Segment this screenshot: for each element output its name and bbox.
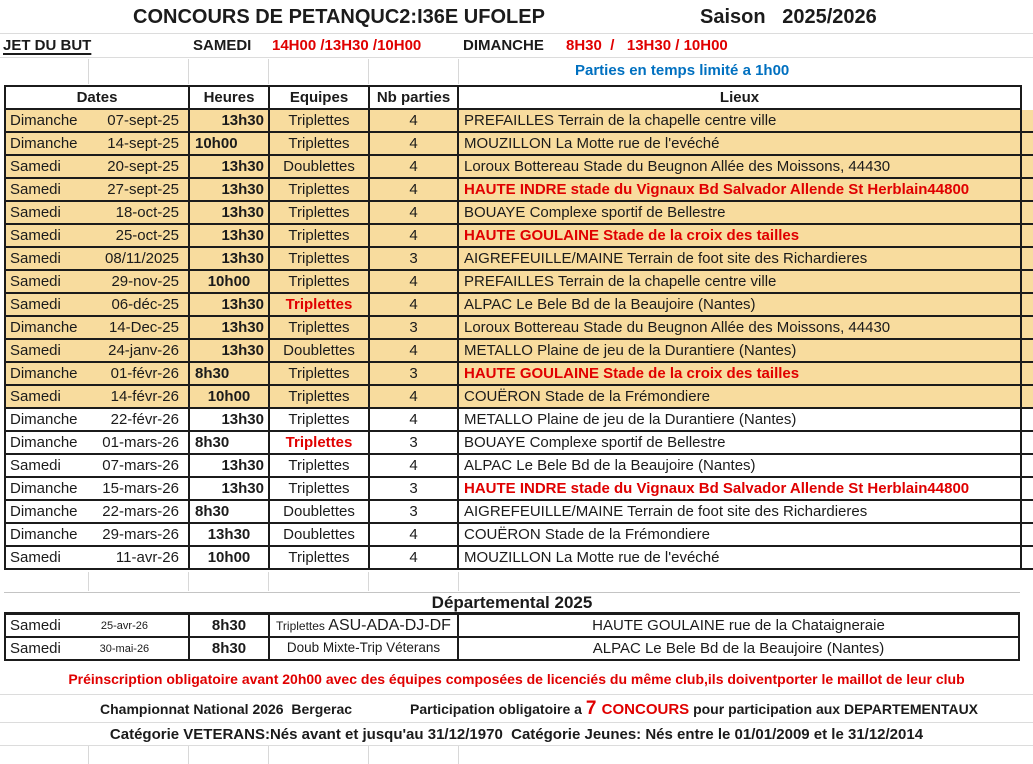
participation-suffix: pour participation aux DEPARTEMENTAUX bbox=[689, 701, 979, 717]
cell-equipes: Triplettes bbox=[270, 317, 370, 338]
cell-heures: 13h30 bbox=[190, 340, 270, 361]
date-value: 14-sept-25 bbox=[107, 135, 179, 152]
date-value: 07-sept-25 bbox=[107, 112, 179, 129]
cell-lieux: HAUTE GOULAINE Stade de la croix des tailles bbox=[464, 365, 800, 382]
participation-count: 7 bbox=[585, 698, 602, 719]
header-cell-equipes: Equipes bbox=[270, 87, 370, 108]
cell-dates bbox=[6, 409, 190, 430]
cell-equipes: Triplettes bbox=[270, 225, 370, 246]
gridline-vertical bbox=[88, 746, 89, 764]
table-row bbox=[4, 340, 1033, 363]
date-value: 25-oct-25 bbox=[115, 227, 179, 244]
cell-equipes: Triplettes bbox=[270, 179, 370, 200]
header-cell-heures: Heures bbox=[190, 87, 270, 108]
cell-dates bbox=[6, 225, 190, 246]
day-label: Samedi bbox=[10, 342, 61, 359]
table-row bbox=[4, 478, 1033, 501]
day-label: Samedi bbox=[10, 457, 61, 474]
cell-nb-parties: 4 bbox=[370, 202, 459, 223]
cell-heures: 13h30 bbox=[190, 524, 270, 545]
cell-heures: 13h30 bbox=[190, 409, 270, 430]
cell-nb-parties: 3 bbox=[370, 478, 459, 499]
cell-dates bbox=[6, 202, 190, 223]
season-label: Saison 2025/2026 bbox=[700, 6, 877, 28]
gridline-vertical bbox=[458, 59, 459, 84]
cell-equipes bbox=[270, 615, 459, 636]
day-label: Samedi bbox=[10, 181, 61, 198]
cell-nb-parties: 4 bbox=[370, 340, 459, 361]
date-value: 01-mars-26 bbox=[102, 434, 179, 451]
cell-equipes: Triplettes bbox=[270, 271, 370, 292]
cell-heures: 13h30 bbox=[190, 317, 270, 338]
day-label: Dimanche bbox=[10, 411, 78, 428]
categories-notice: Catégorie VETERANS:Nés avant et jusqu'au 31/12/1970 Catégorie Jeunes: Nés entre le 01/01/2009 et le 31/12/2014 bbox=[109, 726, 924, 743]
table-row bbox=[4, 409, 1033, 432]
cell-lieux: Loroux Bottereau Stade du Beugnon Allée des Moissons, 44430 bbox=[464, 319, 891, 336]
cell-equipes: Doublettes bbox=[270, 501, 370, 522]
preinscription-notice: Préinscription obligatoire avant 20h00 avec des équipes composées de licenciés du même club,ils doiventporter le maillot de leur club bbox=[68, 671, 965, 687]
cell-lieux: HAUTE INDRE stade du Vignaux Bd Salvador Allende St Herblain44800 bbox=[464, 181, 970, 198]
cell-heures: 13h30 bbox=[190, 294, 270, 315]
table-row bbox=[4, 547, 1033, 570]
cell-dates bbox=[6, 340, 190, 361]
cell-heures: 13h30 bbox=[190, 156, 270, 177]
table-row bbox=[4, 432, 1033, 455]
cell-heures: 13h30 bbox=[190, 225, 270, 246]
date-value: 30-mai-26 bbox=[99, 642, 150, 655]
table-row bbox=[4, 225, 1033, 248]
gridline-vertical bbox=[368, 59, 369, 84]
gridline-vertical bbox=[188, 746, 189, 764]
cell-equipes bbox=[270, 638, 459, 659]
cell-lieux: Loroux Bottereau Stade du Beugnon Allée des Moissons, 44430 bbox=[464, 158, 891, 175]
day-label: Samedi bbox=[10, 617, 61, 634]
table-row bbox=[4, 179, 1033, 202]
day-label: Dimanche bbox=[10, 526, 78, 543]
saturday-label: SAMEDI bbox=[193, 37, 252, 54]
date-value: 18-oct-25 bbox=[115, 204, 179, 221]
day-label: Dimanche bbox=[10, 319, 78, 336]
cell-dates bbox=[6, 386, 190, 407]
date-value: 29-nov-25 bbox=[111, 273, 179, 290]
cell-dates bbox=[6, 294, 190, 315]
cell-equipes: Triplettes bbox=[270, 455, 370, 476]
saturday-times: 14H00 /13H30 /10H00 bbox=[272, 37, 422, 54]
table-row bbox=[4, 455, 1033, 478]
header-cell-dates: Dates bbox=[6, 87, 190, 108]
gridline-vertical bbox=[268, 59, 269, 84]
championnat-national-label: Championnat National 2026 Bergerac bbox=[100, 701, 353, 717]
sunday-label: DIMANCHE bbox=[463, 37, 544, 54]
participation-prefix: Participation obligatoire a bbox=[410, 701, 586, 717]
gridline-vertical bbox=[188, 572, 189, 591]
cell-lieux: HAUTE GOULAINE Stade de la croix des tailles bbox=[464, 227, 800, 244]
cell-dates bbox=[6, 363, 190, 384]
gridline-horizontal bbox=[0, 33, 1033, 34]
date-value: 25-avr-26 bbox=[100, 619, 148, 632]
cell-nb-parties: 4 bbox=[370, 455, 459, 476]
date-value: 06-déc-25 bbox=[111, 296, 179, 313]
cell-heures: 8h30 bbox=[190, 638, 270, 659]
departemental-title: Départemental 2025 bbox=[4, 592, 1020, 615]
cell-equipes: Triplettes bbox=[270, 363, 370, 384]
cell-nb-parties: 4 bbox=[370, 110, 459, 131]
gridline-horizontal bbox=[0, 57, 1033, 58]
cell-nb-parties: 4 bbox=[370, 386, 459, 407]
day-label: Samedi bbox=[10, 296, 61, 313]
departemental-row bbox=[4, 615, 1020, 638]
day-label: Samedi bbox=[10, 250, 61, 267]
cell-equipes: Triplettes bbox=[270, 409, 370, 430]
day-label: Dimanche bbox=[10, 135, 78, 152]
cell-equipes: Triplettes bbox=[270, 248, 370, 269]
teams-value: Doub Mixte-Trip Véterans bbox=[286, 640, 441, 655]
date-value: 07-mars-26 bbox=[102, 457, 179, 474]
cell-lieux: ALPAC Le Bele Bd de la Beaujoire (Nantes) bbox=[464, 457, 756, 474]
table-row bbox=[4, 248, 1033, 271]
day-label: Samedi bbox=[10, 549, 61, 566]
cell-lieux: HAUTE GOULAINE rue de la Chataigneraie bbox=[592, 617, 885, 634]
participation-notice bbox=[410, 698, 978, 720]
cell-heures: 10h00 bbox=[190, 271, 270, 292]
day-label: Dimanche bbox=[10, 434, 78, 451]
day-label: Samedi bbox=[10, 273, 61, 290]
cell-nb-parties: 3 bbox=[370, 432, 459, 453]
cell-lieux: COUËRON Stade de la Frémondiere bbox=[464, 526, 710, 543]
gridline-vertical bbox=[188, 59, 189, 84]
cell-equipes: Triplettes bbox=[270, 478, 370, 499]
cell-dates bbox=[6, 501, 190, 522]
cell-lieux: COUËRON Stade de la Frémondiere bbox=[464, 388, 710, 405]
gridline-horizontal bbox=[0, 694, 1033, 695]
table-right-border bbox=[1020, 85, 1022, 570]
cell-lieux: BOUAYE Complexe sportif de Bellestre bbox=[464, 434, 726, 451]
cell-equipes: Triplettes bbox=[270, 547, 370, 568]
table-row bbox=[4, 524, 1033, 547]
cell-lieux: ALPAC Le Bele Bd de la Beaujoire (Nantes) bbox=[464, 296, 756, 313]
day-label: Dimanche bbox=[10, 112, 78, 129]
date-value: 27-sept-25 bbox=[107, 181, 179, 198]
table-header-row bbox=[4, 85, 1022, 110]
cell-heures: 10h00 bbox=[190, 133, 270, 154]
table-row bbox=[4, 271, 1033, 294]
cell-nb-parties: 4 bbox=[370, 409, 459, 430]
table-row bbox=[4, 133, 1033, 156]
cell-nb-parties: 4 bbox=[370, 271, 459, 292]
day-label: Samedi bbox=[10, 388, 61, 405]
cell-equipes: Triplettes bbox=[270, 133, 370, 154]
date-value: 08/11/2025 bbox=[105, 250, 179, 267]
table-row bbox=[4, 156, 1033, 179]
cell-nb-parties: 3 bbox=[370, 317, 459, 338]
cell-nb-parties: 3 bbox=[370, 363, 459, 384]
gridline-vertical bbox=[368, 572, 369, 591]
cell-nb-parties: 3 bbox=[370, 248, 459, 269]
cell-heures: 13h30 bbox=[190, 202, 270, 223]
day-label: Samedi bbox=[10, 158, 61, 175]
cell-equipes: Triplettes bbox=[270, 294, 370, 315]
cell-dates bbox=[6, 455, 190, 476]
cell-lieux: METALLO Plaine de jeu de la Durantiere (Nantes) bbox=[464, 411, 797, 428]
cell-dates bbox=[6, 271, 190, 292]
gridline-vertical bbox=[458, 746, 459, 764]
table-row bbox=[4, 363, 1033, 386]
day-label: Samedi bbox=[10, 227, 61, 244]
cell-heures: 13h30 bbox=[190, 110, 270, 131]
cell-equipes: Triplettes bbox=[270, 110, 370, 131]
cell-nb-parties: 4 bbox=[370, 133, 459, 154]
date-value: 29-mars-26 bbox=[102, 526, 179, 543]
page-title: CONCOURS DE PETANQUC2:I36E UFOLEP bbox=[133, 6, 545, 28]
cell-heures: 8h30 bbox=[190, 363, 270, 384]
table-row bbox=[4, 501, 1033, 524]
cell-equipes: Doublettes bbox=[270, 156, 370, 177]
date-value: 11-avr-26 bbox=[115, 549, 179, 566]
date-value: 22-mars-26 bbox=[102, 503, 179, 520]
cell-lieux: METALLO Plaine de jeu de la Durantiere (Nantes) bbox=[464, 342, 797, 359]
cell-lieux: AIGREFEUILLE/MAINE Terrain de foot site des Richardieres bbox=[464, 250, 868, 267]
cell-nb-parties: 3 bbox=[370, 501, 459, 522]
header-cell-nb-parties: Nb parties bbox=[370, 87, 459, 108]
sunday-times: 8H30 / 13H30 / 10H00 bbox=[566, 37, 728, 54]
cell-dates bbox=[6, 615, 190, 636]
cell-lieux: PREFAILLES Terrain de la chapelle centre ville bbox=[464, 273, 777, 290]
table-row bbox=[4, 110, 1033, 133]
cell-dates bbox=[6, 317, 190, 338]
cell-equipes: Triplettes bbox=[270, 202, 370, 223]
date-value: 14-Dec-25 bbox=[108, 319, 179, 336]
day-label: Samedi bbox=[10, 204, 61, 221]
gridline-vertical bbox=[368, 746, 369, 764]
cell-heures: 8h30 bbox=[190, 432, 270, 453]
cell-dates bbox=[6, 156, 190, 177]
table-row bbox=[4, 294, 1033, 317]
cell-dates bbox=[6, 248, 190, 269]
cell-lieux: HAUTE INDRE stade du Vignaux Bd Salvador Allende St Herblain44800 bbox=[464, 480, 970, 497]
cell-equipes: Doublettes bbox=[270, 524, 370, 545]
cell-lieux: MOUZILLON La Motte rue de l'evéché bbox=[464, 549, 720, 566]
cell-nb-parties: 4 bbox=[370, 547, 459, 568]
gridline-vertical bbox=[458, 572, 459, 591]
cell-dates bbox=[6, 478, 190, 499]
gridline-horizontal bbox=[0, 745, 1033, 746]
cell-lieux: ALPAC Le Bele Bd de la Beaujoire (Nantes) bbox=[592, 640, 885, 657]
date-value: 01-févr-26 bbox=[110, 365, 179, 382]
cell-nb-parties: 4 bbox=[370, 156, 459, 177]
cell-lieux: AIGREFEUILLE/MAINE Terrain de foot site des Richardieres bbox=[464, 503, 868, 520]
cell-nb-parties: 4 bbox=[370, 225, 459, 246]
cell-dates bbox=[6, 547, 190, 568]
date-value: 20-sept-25 bbox=[107, 158, 179, 175]
gridline-horizontal bbox=[0, 722, 1033, 723]
cell-dates bbox=[6, 524, 190, 545]
cell-heures: 13h30 bbox=[190, 179, 270, 200]
gridline-vertical bbox=[88, 572, 89, 591]
cell-heures: 8h30 bbox=[190, 615, 270, 636]
date-value: 14-févr-26 bbox=[110, 388, 179, 405]
cell-dates bbox=[6, 133, 190, 154]
cell-lieux: PREFAILLES Terrain de la chapelle centre ville bbox=[464, 112, 777, 129]
cell-lieux: MOUZILLON La Motte rue de l'evéché bbox=[464, 135, 720, 152]
participation-concours: CONCOURS bbox=[601, 701, 690, 718]
gridline-vertical bbox=[88, 59, 89, 84]
time-limit-notice: Parties en temps limité a 1h00 bbox=[575, 62, 790, 79]
cell-dates bbox=[6, 110, 190, 131]
day-label: Dimanche bbox=[10, 480, 78, 497]
date-value: 22-févr-26 bbox=[110, 411, 179, 428]
cell-dates bbox=[6, 432, 190, 453]
cell-dates bbox=[6, 638, 190, 659]
table-row bbox=[4, 202, 1033, 225]
departemental-row bbox=[4, 638, 1020, 661]
cell-equipes: Doublettes bbox=[270, 340, 370, 361]
cell-equipes: Triplettes bbox=[270, 432, 370, 453]
cell-heures: 13h30 bbox=[190, 248, 270, 269]
cell-heures: 8h30 bbox=[190, 501, 270, 522]
gridline-vertical bbox=[268, 572, 269, 591]
table-row bbox=[4, 317, 1033, 340]
cell-heures: 10h00 bbox=[190, 386, 270, 407]
cell-equipes: Triplettes bbox=[270, 386, 370, 407]
gridline-vertical bbox=[268, 746, 269, 764]
day-label: Dimanche bbox=[10, 365, 78, 382]
jet-du-but-label: JET DU BUT bbox=[3, 37, 92, 54]
cell-heures: 13h30 bbox=[190, 455, 270, 476]
date-value: 24-janv-26 bbox=[108, 342, 179, 359]
cell-heures: 13h30 bbox=[190, 478, 270, 499]
day-label: Samedi bbox=[10, 640, 61, 657]
cell-heures: 10h00 bbox=[190, 547, 270, 568]
cell-dates bbox=[6, 179, 190, 200]
cell-nb-parties: 4 bbox=[370, 294, 459, 315]
table-row bbox=[4, 386, 1033, 409]
header-cell-lieux: Lieux bbox=[719, 89, 760, 106]
date-value: 15-mars-26 bbox=[102, 480, 179, 497]
cell-nb-parties: 4 bbox=[370, 524, 459, 545]
cell-lieux: BOUAYE Complexe sportif de Bellestre bbox=[464, 204, 726, 221]
cell-nb-parties: 4 bbox=[370, 179, 459, 200]
teams-value: ASU-ADA-DJ-DF bbox=[328, 617, 451, 634]
day-label: Dimanche bbox=[10, 503, 78, 520]
teams-category: Triplettes bbox=[276, 619, 329, 633]
